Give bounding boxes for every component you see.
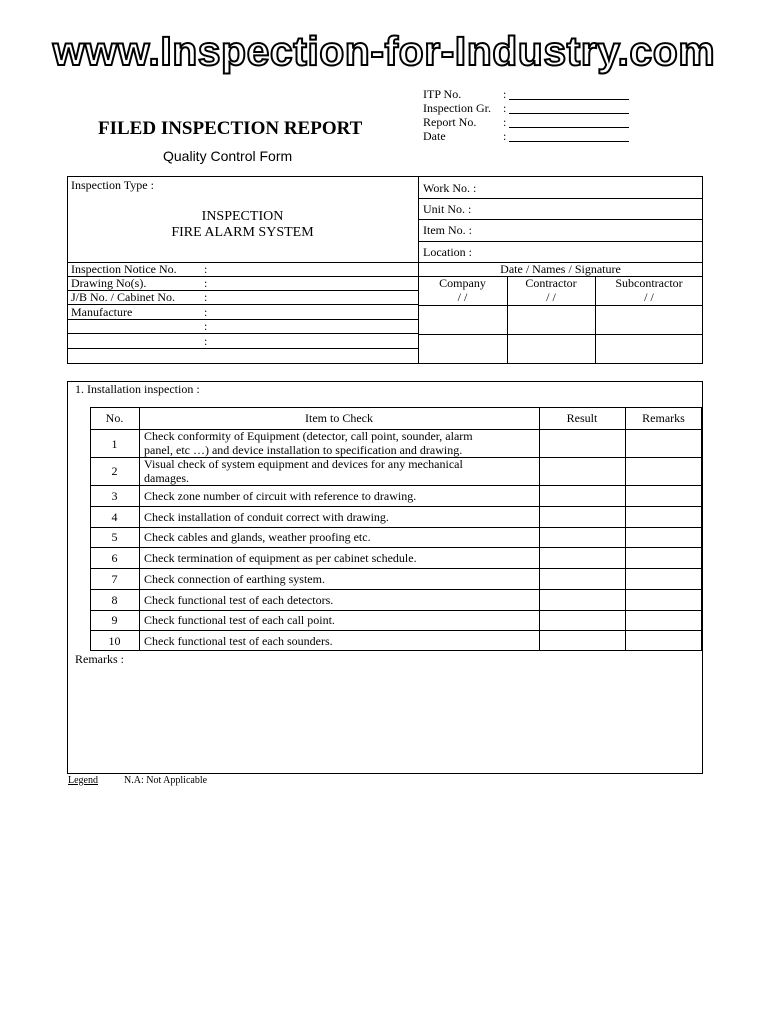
divider bbox=[90, 610, 702, 611]
meta-label: Report No. bbox=[423, 115, 477, 129]
row-number: 6 bbox=[111, 551, 118, 565]
meta-blank-line[interactable] bbox=[509, 99, 629, 100]
divider bbox=[90, 589, 702, 590]
row-number: 3 bbox=[111, 489, 118, 503]
row-number: 8 bbox=[111, 593, 118, 607]
divider bbox=[90, 527, 702, 528]
row-item-text: Check functional test of each sounders. bbox=[144, 634, 333, 648]
row-item-text: Check cables and glands, weather proofing etc. bbox=[144, 530, 371, 544]
work-no-field[interactable]: Work No. : bbox=[423, 181, 477, 195]
divider bbox=[90, 547, 702, 548]
divider bbox=[90, 485, 702, 486]
row-item-text: Check functional test of each detectors. bbox=[144, 593, 334, 607]
divider bbox=[418, 305, 703, 306]
divider bbox=[90, 630, 702, 631]
divider bbox=[90, 506, 702, 507]
watermark: www.Inspection-for-Industry.com bbox=[52, 28, 716, 74]
divider bbox=[139, 407, 140, 651]
field-label: Inspection Notice No. bbox=[71, 262, 177, 276]
divider bbox=[67, 348, 418, 349]
row-item-text: Check conformity of Equipment (detector, call point, sounder, alarm bbox=[144, 429, 473, 443]
meta-label: Inspection Gr. bbox=[423, 101, 491, 115]
meta-label: Date bbox=[423, 129, 446, 143]
location-field[interactable]: Location : bbox=[423, 245, 472, 259]
row-number: 10 bbox=[108, 634, 121, 648]
row-item-text: damages. bbox=[144, 471, 189, 485]
party-company: Company bbox=[439, 276, 486, 290]
date-contractor[interactable]: / / bbox=[546, 290, 556, 304]
field-label: Manufacture bbox=[71, 305, 133, 319]
meta-blank-line[interactable] bbox=[509, 113, 629, 114]
signature-header: Date / Names / Signature bbox=[500, 262, 621, 276]
row-number: 1 bbox=[111, 437, 118, 451]
row-number: 9 bbox=[111, 613, 118, 627]
divider bbox=[67, 333, 418, 334]
remarks-label: Remarks : bbox=[75, 652, 124, 666]
row-item-text: Check connection of earthing system. bbox=[144, 572, 325, 586]
divider bbox=[90, 568, 702, 569]
legend-text: N.A: Not Applicable bbox=[124, 775, 208, 786]
col-header-result: Result bbox=[566, 411, 598, 425]
col-header-remarks: Remarks bbox=[642, 411, 685, 425]
unit-no-field[interactable]: Unit No. : bbox=[423, 202, 472, 216]
inspection-title-line1: INSPECTION bbox=[201, 209, 284, 224]
meta-colon: : bbox=[503, 115, 507, 129]
meta-blank-line[interactable] bbox=[509, 127, 629, 128]
section-title: 1. Installation inspection : bbox=[75, 382, 200, 396]
meta-colon: : bbox=[503, 87, 507, 101]
party-contractor: Contractor bbox=[525, 276, 577, 290]
field-colon: : bbox=[204, 305, 208, 319]
row-item-text: Visual check of system equipment and devices for any mechanical bbox=[144, 457, 463, 471]
divider bbox=[539, 407, 540, 651]
meta-label: ITP No. bbox=[423, 87, 462, 101]
divider bbox=[418, 241, 703, 242]
col-header-no: No. bbox=[105, 411, 124, 425]
remarks-area[interactable] bbox=[70, 668, 700, 770]
party-subcontractor: Subcontractor bbox=[615, 276, 683, 290]
row-item-text: Check functional test of each call point. bbox=[144, 613, 335, 627]
legend-label: Legend bbox=[68, 775, 98, 786]
row-item-text: Check zone number of circuit with reference to drawing. bbox=[144, 489, 417, 503]
field-colon: : bbox=[204, 290, 208, 304]
field-colon: : bbox=[204, 319, 208, 333]
row-item-text: Check installation of conduit correct with drawing. bbox=[144, 510, 389, 524]
field-colon: : bbox=[204, 334, 208, 348]
divider bbox=[625, 407, 626, 651]
divider bbox=[418, 219, 703, 220]
item-no-field[interactable]: Item No. : bbox=[423, 223, 472, 237]
field-colon: : bbox=[204, 276, 208, 290]
row-item-text: Check termination of equipment as per cabinet schedule. bbox=[144, 551, 417, 565]
meta-colon: : bbox=[503, 129, 507, 143]
meta-blank-line[interactable] bbox=[509, 141, 629, 142]
date-company[interactable]: / / bbox=[457, 290, 468, 304]
divider bbox=[67, 319, 418, 320]
col-header-item: Item to Check bbox=[305, 411, 373, 425]
row-item-text: panel, etc …) and device installation to specification and drawing. bbox=[144, 443, 463, 457]
meta-colon: : bbox=[503, 101, 507, 115]
row-number: 2 bbox=[111, 464, 118, 478]
field-label: Drawing No(s). bbox=[71, 276, 147, 290]
row-number: 7 bbox=[111, 572, 118, 586]
field-colon: : bbox=[204, 262, 208, 276]
row-number: 5 bbox=[111, 530, 118, 544]
row-number: 4 bbox=[111, 510, 118, 524]
divider bbox=[418, 334, 703, 335]
report-title: FILED INSPECTION REPORT bbox=[98, 118, 363, 139]
divider bbox=[418, 198, 703, 199]
report-subtitle: Quality Control Form bbox=[163, 148, 293, 164]
date-subcontractor[interactable]: / / bbox=[644, 290, 654, 304]
field-label: J/B No. / Cabinet No. bbox=[71, 290, 175, 304]
inspection-type-label: Inspection Type : bbox=[71, 178, 154, 192]
inspection-title-line2: FIRE ALARM SYSTEM bbox=[171, 225, 314, 240]
